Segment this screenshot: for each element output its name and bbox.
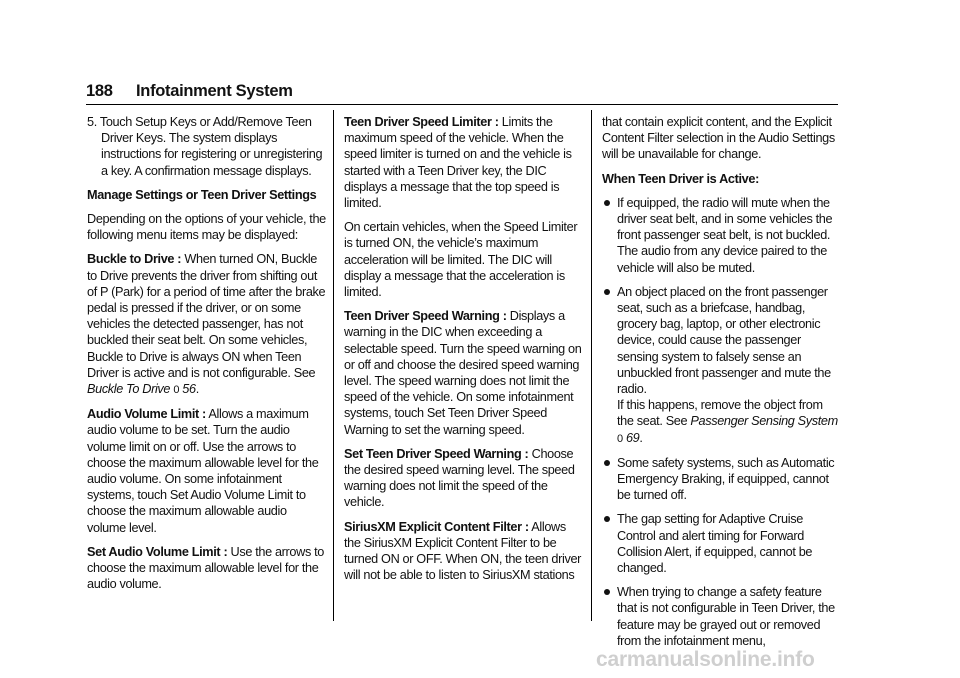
list-item: Some safety systems, such as Automatic Emergency Braking, if equipped, cannot be turned off. xyxy=(602,455,840,504)
siriusxm-filter-item xyxy=(344,519,582,584)
set-speed-warning-item xyxy=(344,446,582,511)
speed-limiter-term: Teen Driver Speed Limiter : xyxy=(344,115,499,129)
step-5 xyxy=(87,114,327,179)
list-item: An object placed on the front passenger seat, such as a briefcase, handbag, grocery bag, laptop, or other electronic device, could cause the passenger sensing system to falsely sense an unbuckled front passenger and mute the radio. If this happens, remove the object from the seat. See Passenger Sensing System 0 69. xyxy=(602,284,840,447)
page-number: 188 xyxy=(86,82,113,100)
bullet-icon xyxy=(604,589,610,595)
set-speed-warning-term: Set Teen Driver Speed Warning : xyxy=(344,446,529,461)
set-audio-volume-limit-item xyxy=(87,544,327,593)
step-number: 5. xyxy=(87,115,97,129)
set-audio-volume-limit-term: Set Audio Volume Limit : xyxy=(87,544,228,559)
set-speed-warning-text: Choose the desired speed warning level. The speed warning does not limit the speed of the vehicle. xyxy=(344,446,575,510)
section-title: Infotainment System xyxy=(136,82,293,100)
bullet-icon xyxy=(604,516,610,522)
siriusxm-filter-term: SiriusXM Explicit Content Filter : xyxy=(344,519,529,534)
page-ref-arrow-icon: 0 xyxy=(173,384,180,397)
page-header xyxy=(86,82,838,105)
speed-warning-text: Displays a warning in the DIC when exceeding a selectable speed. Turn the speed warning on or off and choose the desired speed warning level. The speed warning does not limit the speed of the vehicle. On some infotainment systems, touch Set Teen Driver Speed Warning to set the warning speed. xyxy=(344,309,582,437)
speed-limiter-paragraph: On certain vehicles, when the Speed Limiter is turned ON, the vehicle’s maximum acceleration will be limited. The DIC will display a message that the acceleration is limited. xyxy=(344,220,578,300)
bullet-icon xyxy=(604,200,610,206)
siriusxm-continued-text: that contain explicit content, and the Explicit Content Filter selection in the Audio Settings will be unavailable for change. xyxy=(602,115,835,162)
column-divider-1 xyxy=(333,110,334,621)
manage-settings-text: Depending on the options of your vehicle, the following menu items may be displayed: xyxy=(87,212,326,243)
list-item: When trying to change a safety feature that is not configurable in Teen Driver, the feature may be grayed out or removed from the infotainment menu, xyxy=(602,584,840,649)
bullet-icon xyxy=(604,460,610,466)
buckle-to-drive-text: When turned ON, Buckle to Drive prevents the driver from shifting out of P (Park) for a period of time after the brake pedal is pressed if the driver, or on some vehicles the detected passenger, has not buckled their seat belt. On some vehicles, Buckle to Drive is always ON when Teen Driver is active and is not configurable. See xyxy=(87,252,326,380)
speed-limiter-item xyxy=(344,114,582,211)
column-divider-2 xyxy=(591,110,592,621)
watermark: carmanualsonline.info xyxy=(596,648,815,671)
audio-volume-limit-item xyxy=(87,406,327,536)
speed-warning-item xyxy=(344,308,582,438)
page-ref-arrow-icon: 0 xyxy=(617,432,623,445)
passenger-sensing-page[interactable]: 69 xyxy=(625,430,640,445)
buckle-to-drive-item: Buckle to Drive : When turned ON, Buckle to Drive prevents the driver from shifting out of P (Park) for a period of time after the brake pedal is pressed if the driver, or on some vehicles the detected passenger, has not buckled their seat belt. On some vehicles, Buckle to Drive is always ON when Teen Driver is active and is not configurable. See Buckle To Drive 0 56. xyxy=(87,252,326,397)
teen-driver-active-heading: When Teen Driver is Active: xyxy=(602,171,759,186)
buckle-to-drive-term: Buckle to Drive : xyxy=(87,252,182,267)
step-text: Touch Setup Keys or Add/Remove Teen Driver Keys. The system displays instructions for registering or unregistering a key. A confirmation message displays. xyxy=(99,115,323,178)
buckle-to-drive-page[interactable]: 56 xyxy=(182,382,196,397)
buckle-to-drive-link[interactable]: Buckle To Drive xyxy=(87,382,171,397)
speed-limiter-text: Limits the maximum speed of the vehicle. When the speed limiter is turned on and the vehicle is started with a Teen Driver key, the DIC displays a message that the top speed is limited. xyxy=(344,115,572,211)
audio-volume-limit-term: Audio Volume Limit : xyxy=(87,407,206,422)
bullet-icon xyxy=(604,289,610,295)
list-item: If equipped, the radio will mute when the driver seat belt, and in some vehicles the front passenger seat belt, is not buckled. The audio from any device paired to the vehicle will also be muted. xyxy=(602,195,840,276)
list-item: The gap setting for Adaptive Cruise Control and alert timing for Forward Collision Alert, if equipped, cannot be changed. xyxy=(602,511,840,576)
set-audio-volume-limit-text: Use the arrows to choose the maximum allowable level for the audio volume. xyxy=(87,544,324,592)
passenger-sensing-link[interactable]: Passenger Sensing System xyxy=(690,414,838,429)
speed-warning-term: Teen Driver Speed Warning : xyxy=(344,309,507,324)
siriusxm-filter-text: Allows the SiriusXM Explicit Content Filter to be turned ON or OFF. When ON, the teen driver will not be able to listen to SiriusXM stations xyxy=(344,519,582,583)
column-2 xyxy=(344,114,582,591)
column-1 xyxy=(87,114,327,600)
audio-volume-limit-text: Allows a maximum audio volume to be set. Turn the audio volume limit on or off. Use the arrows to choose the maximum allowable level for the audio volume. On some infotainment systems, touch Set Audio Volume Limit to choose the maximum allowable audio volume level. xyxy=(87,407,319,535)
column-3 xyxy=(602,114,840,657)
manage-settings-heading: Manage Settings or Teen Driver Settings xyxy=(87,187,317,202)
